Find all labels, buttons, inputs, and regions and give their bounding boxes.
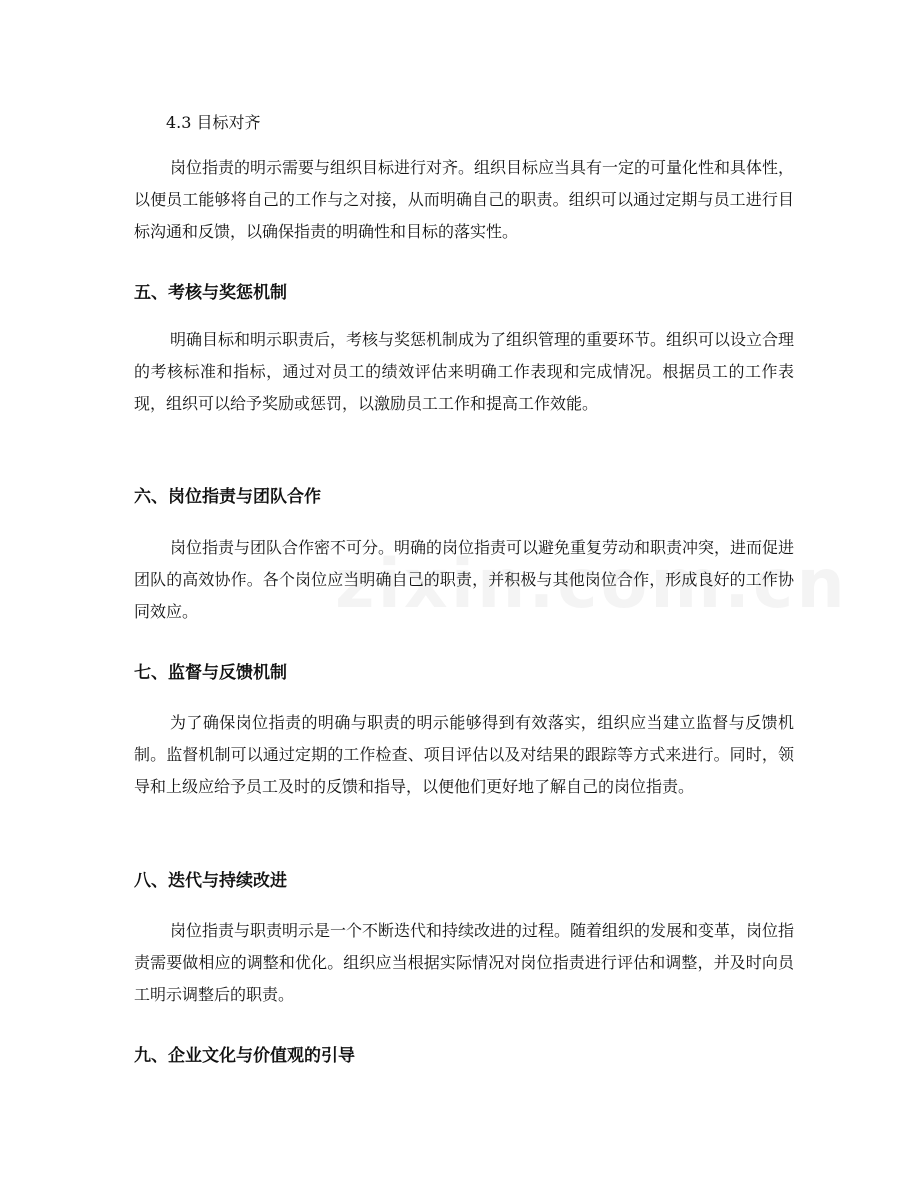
paragraph-teamwork: 岗位指责与团队合作密不可分。明确的岗位指责可以避免重复劳动和职责冲突，进而促进团队的高效协作。各个岗位应当明确自己的职责，并积极与其他岗位合作，形成良好的工作协同效应。: [134, 538, 795, 621]
section-heading-9: 九、企业文化与价值观的引导: [134, 1046, 355, 1066]
paragraph-goal-alignment: 岗位指责的明示需要与组织目标进行对齐。组织目标应当具有一定的可量化性和具体性，以便员工能够将自己的工作与之对接，从而明确自己的职责。组织可以通过定期与员工进行目标沟通和反馈，以确保指责的明确性和目标的落实性。: [134, 158, 795, 241]
section-heading-8: 八、迭代与持续改进: [134, 871, 287, 891]
paragraph-assessment-rewards: 明确目标和明示职责后，考核与奖惩机制成为了组织管理的重要环节。组织可以设立合理的考核标准和指标，通过对员工的绩效评估来明确工作表现和完成情况。根据员工的工作表现，组织可以给予奖励或惩罚，以激励员工工作和提高工作效能。: [134, 330, 795, 413]
subsection-heading-4-3: 4.3 目标对齐: [166, 113, 261, 132]
section-heading-5: 五、考核与奖惩机制: [134, 283, 287, 303]
section-heading-6: 六、岗位指责与团队合作: [134, 487, 321, 507]
paragraph-supervision-feedback: 为了确保岗位指责的明确与职责的明示能够得到有效落实，组织应当建立监督与反馈机制。监督机制可以通过定期的工作检查、项目评估以及对结果的跟踪等方式来进行。同时，领导和上级应给予员工及时的反馈和指导，以便他们更好地了解自己的岗位指责。: [134, 713, 794, 796]
section-heading-7: 七、监督与反馈机制: [134, 663, 287, 683]
paragraph-iteration-improvement: 岗位指责与职责明示是一个不断迭代和持续改进的过程。随着组织的发展和变革，岗位指责需要做相应的调整和优化。组织应当根据实际情况对岗位指责进行评估和调整，并及时向员工明示调整后的职责。: [134, 921, 795, 1004]
